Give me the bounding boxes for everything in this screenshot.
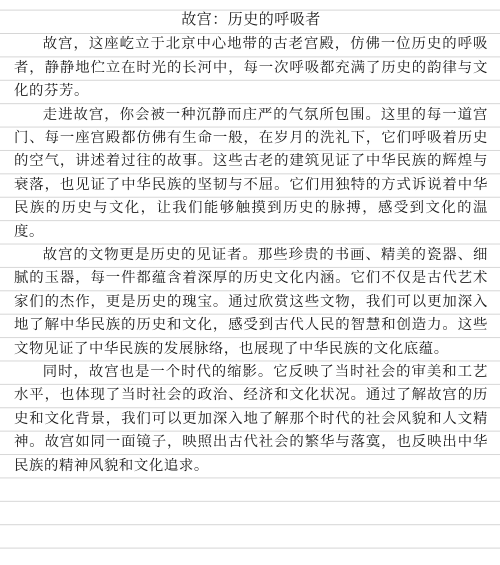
essay-title: 故宫：历史的呼吸者	[181, 10, 321, 28]
paragraph-3: 故宫的文物更是历史的见证者。那些珍贵的书画、精美的瓷器、细腻的玉器，每一件都蕴含着深厚的历史文化内涵。它们不仅是古代艺术家们的杰作，更是历史的瑰宝。通过欣赏这些文物，我们可以更加深入地了解中华民族的历史和文化，感受到古代人民的智慧和创造力。这些文物见证了中华民族的发展脉络，也展现了中华民族的文化底蕴。	[14, 247, 488, 357]
paragraph-2: 走进故宫，你会被一种沉静而庄严的气氛所包围。这里的每一道宫门、每一座宫殿都仿佛有生命一般，在岁月的洗礼下，它们呼吸着历史的空气，讲述着过往的故事。这些古老的建筑见证了中华民族的辉煌与衰落，也见证了中华民族的坚韧与不屈。它们用独特的方式诉说着中华民族的历史与文化，让我们能够触摸到历史的脉搏，感受到文化的温度。	[14, 106, 488, 240]
paragraph-4: 同时，故宫也是一个时代的缩影。它反映了当时社会的审美和工艺水平，也体现了当时社会的政治、经济和文化状况。通过了解故宫的历史和文化背景，我们可以更加深入地了解那个时代的社会风貌和人文精神。故宫如同一面镜子，映照出古代社会的繁华与落寞，也反映出中华民族的精神风貌和文化追求。	[14, 364, 488, 474]
paragraph-1: 故宫，这座屹立于北京中心地带的古老宫殿，仿佛一位历史的呼吸者，静静地伫立在时光的长河中，每一次呼吸都充满了历史的韵律与文化的芬芳。	[14, 36, 488, 100]
